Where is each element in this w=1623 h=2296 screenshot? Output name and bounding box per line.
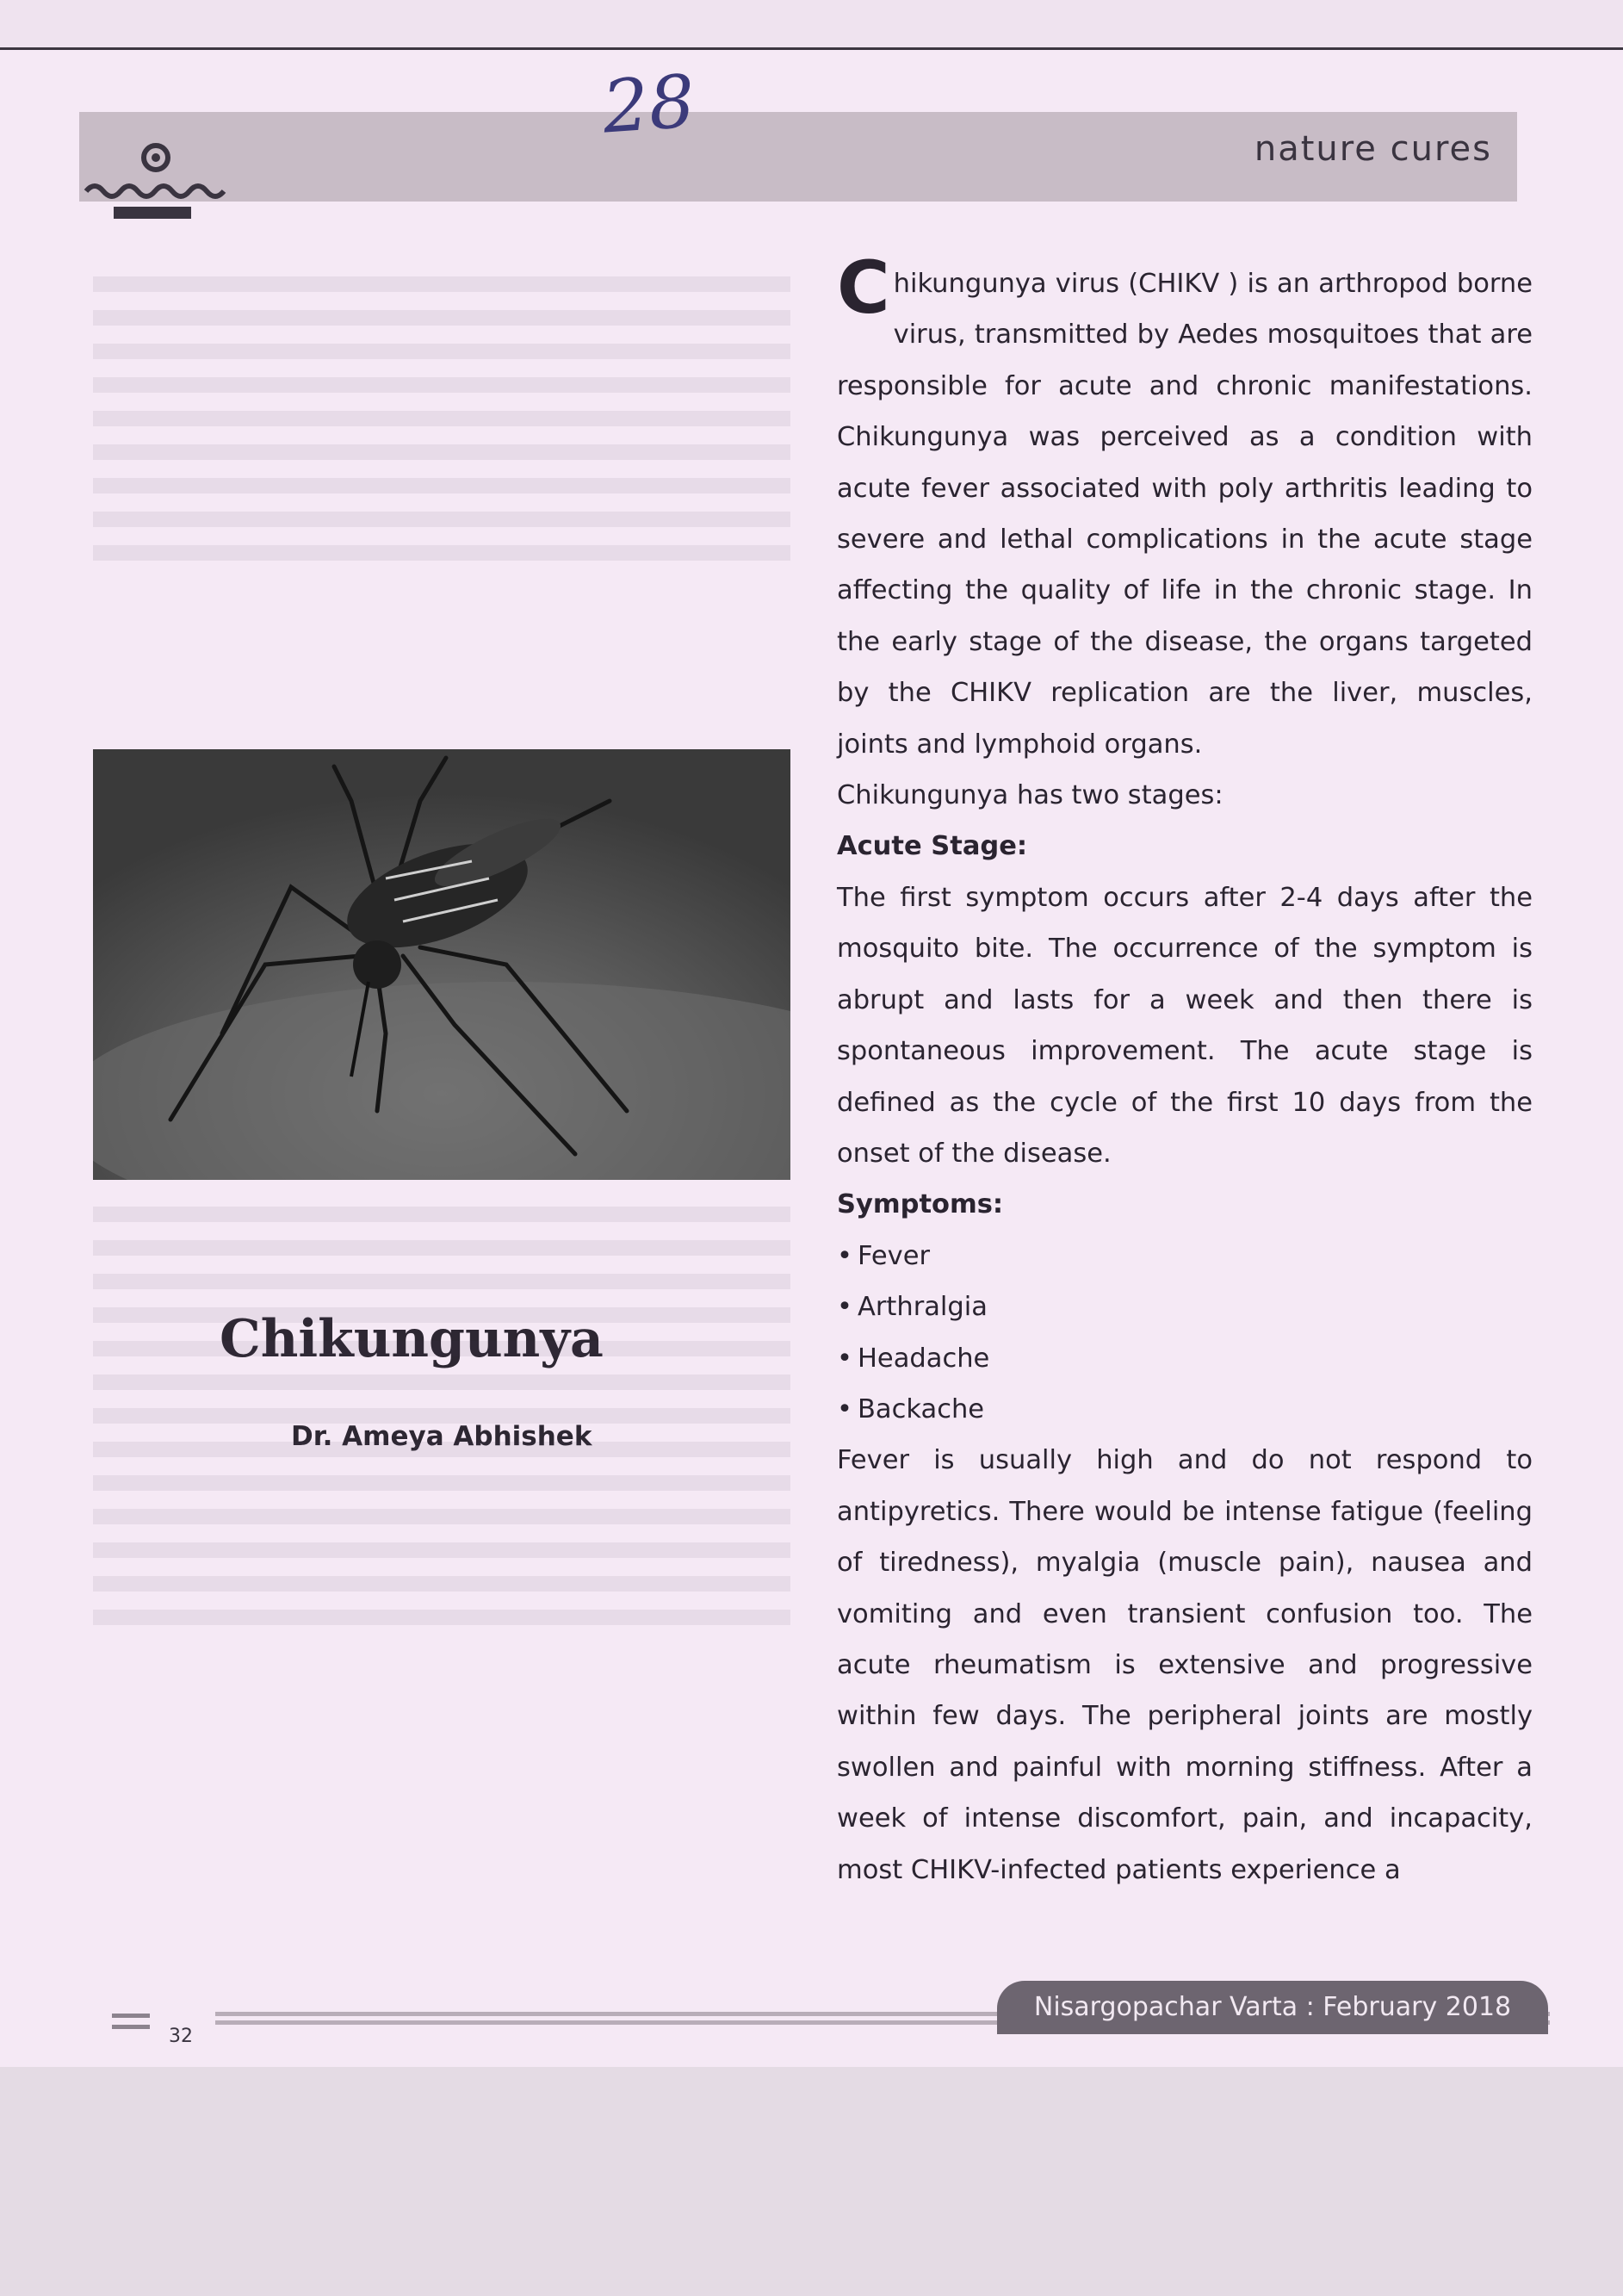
symptom-item: • Arthralgia <box>837 1281 1533 1332</box>
logo-base <box>114 207 191 219</box>
symptom-item: • Backache <box>837 1384 1533 1435</box>
article-title: Chikungunya <box>220 1309 604 1369</box>
waves-icon <box>83 176 238 202</box>
handwritten-note: 28 <box>599 59 698 150</box>
author-byline: Dr. Ameya Abhishek <box>291 1421 592 1452</box>
symptom-item: • Headache <box>837 1333 1533 1384</box>
symptoms-heading: Symptoms: <box>837 1189 1004 1220</box>
acute-stage-paragraph: The first symptom occurs after 2-4 days after the mosquito bite. The occurrence of the symptom is abrupt and lasts for a week and then there is spontaneous improvement. The acute stage is defined as the cycle of the first 10 days from the onset of the disease. <box>837 882 1533 1169</box>
section-label: nature cures <box>1254 129 1492 169</box>
stages-line: Chikungunya has two stages: <box>837 780 1223 811</box>
mosquito-photo <box>93 749 790 1180</box>
page-number-mark <box>112 2014 150 2036</box>
fever-paragraph: Fever is usually high and do not respond to antipyretics. There would be intense fatigue (feeling of tiredness), myalgia (muscle pain), nausea and vomiting and even transient confusion too. The acute rheumatism is extensive and progressive within few days. The peripheral joints are mostly swollen and painful with morning stiffness. After a week of intense discomfort, pain, and incapacity, most CHIKV-infected patients experience a <box>837 1445 1533 1885</box>
scanner-background <box>0 2067 1623 2296</box>
article-body <box>837 245 1533 1896</box>
intro-paragraph: Chikungunya virus (CHIKV ) is an arthropod borne virus, transmitted by Aedes mosquitoes that are responsible for acute and chronic manifestations. Chikungunya was perceived as a condition with acute fever associated with poly arthritis leading to severe and lethal complications in the acute stage affecting the quality of life in the chronic stage. In the early stage of the disease, the organs targeted by the CHIKV replication are the liver, muscles, joints and lymphoid organs. <box>837 245 1533 760</box>
page-number: 32 <box>169 2026 193 2047</box>
publication-footer: Nisargopachar Varta : February 2018 <box>997 1981 1548 2034</box>
bleed-through-text-top <box>93 258 790 741</box>
sun-icon <box>141 143 170 172</box>
symptoms-list <box>837 1231 1533 1436</box>
acute-stage-heading: Acute Stage: <box>837 831 1028 862</box>
symptom-item: • Fever <box>837 1231 1533 1281</box>
magazine-logo <box>79 138 234 224</box>
mosquito-illustration <box>93 749 790 1180</box>
bleed-through-text-bottom <box>93 1188 790 1895</box>
